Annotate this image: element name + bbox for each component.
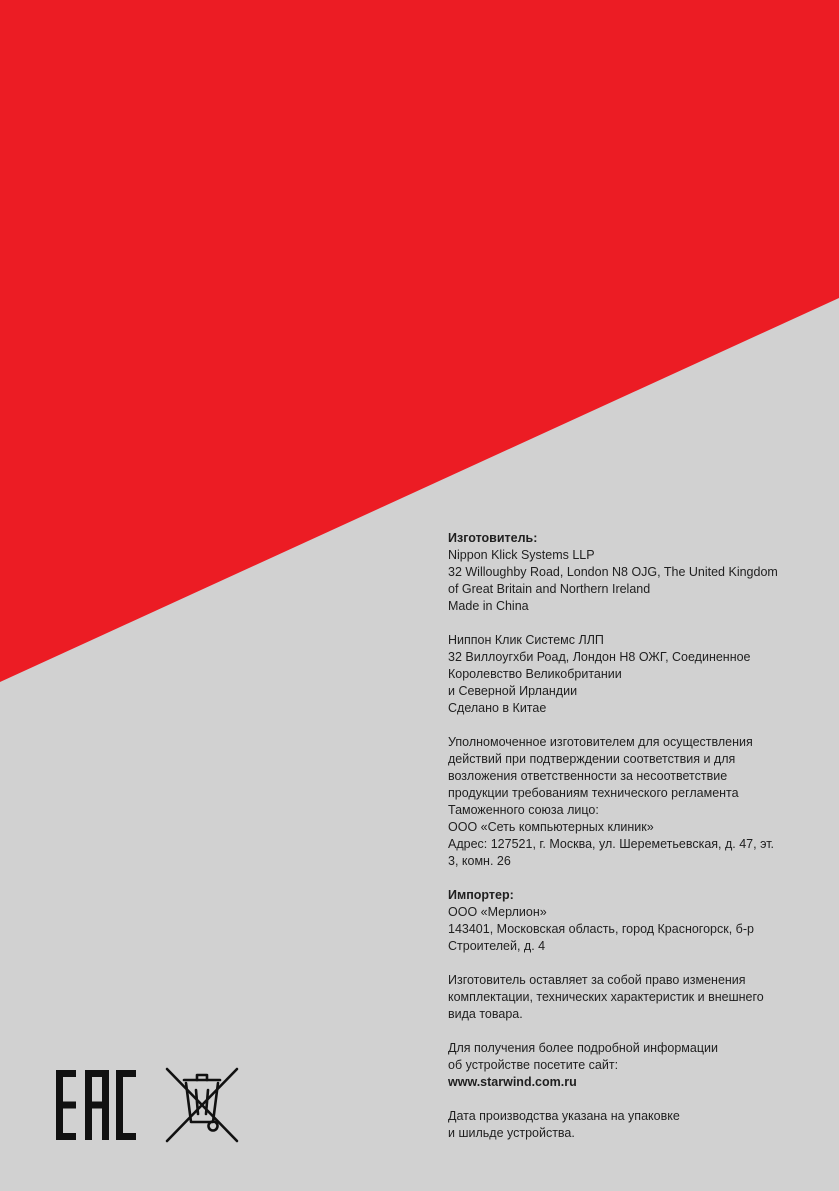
manufacturer-en-line: 32 Willoughby Road, London N8 OJG, The United Kingdom [448,565,778,579]
manufacturer-ru-line: Сделано в Китае [448,701,547,715]
rights-line: Изготовитель оставляет за собой право изменения [448,973,746,987]
rights-line: комплектации, технических характеристик и внешнего [448,990,764,1004]
importer-line: Строителей, д. 4 [448,939,546,953]
manufacturer-ru-line: 32 Виллоугхби Роад, Лондон Н8 ОЖГ, Соединенное [448,650,751,664]
importer-line: ООО «Мерлион» [448,905,547,919]
manufacturer-en-line: Nippon Klick Systems LLP [448,548,595,562]
rights-section [448,972,798,1023]
authorized-line: Уполномоченное изготовителем для осуществления [448,735,753,749]
authorized-line: Таможенного союза лицо: [448,803,599,817]
more-info-line: Для получения более подробной информации [448,1041,718,1055]
manufacturer-en-line: of Great Britain and Northern Ireland [448,582,651,596]
manufacturer-ru-section [448,632,798,717]
production-line: Дата производства указана на упаковке [448,1109,680,1123]
manufacturer-ru-line: Королевство Великобритании [448,667,622,681]
authorized-line: продукции требованиям технического регламента [448,786,739,800]
crossed-bin-icon [162,1066,242,1144]
production-date-section [448,1108,798,1142]
more-info-line: об устройстве посетите сайт: [448,1058,619,1072]
authorized-line: возложения ответственности за несоответствие [448,769,728,783]
manufacturer-ru-line: Ниппон Клик Системс ЛЛП [448,633,604,647]
manufacturer-en-line: Made in China [448,599,529,613]
authorized-line: действий при подтверждении соответствия и для [448,752,736,766]
manufacturer-en-section [448,530,798,615]
authorized-line: 3, комн. 26 [448,854,511,868]
eac-mark-icon [56,1070,136,1140]
more-info-section [448,1040,798,1091]
importer-section [448,887,798,955]
authorized-representative-section [448,734,798,870]
manufacturer-heading: Изготовитель: [448,531,538,545]
importer-line: 143401, Московская область, город Красногорск, б-р [448,922,754,936]
rights-line: вида товара. [448,1007,523,1021]
importer-heading: Импортер: [448,888,514,902]
production-line: и шильде устройства. [448,1126,575,1140]
website-link[interactable]: www.starwind.com.ru [448,1075,577,1089]
authorized-line: ООО «Сеть компьютерных клиник» [448,820,654,834]
manufacturer-info-block [448,530,798,1159]
manufacturer-ru-line: и Северной Ирландии [448,684,578,698]
certification-marks [56,1066,242,1144]
authorized-line: Адрес: 127521, г. Москва, ул. Шереметьевская, д. 47, эт. [448,837,775,851]
